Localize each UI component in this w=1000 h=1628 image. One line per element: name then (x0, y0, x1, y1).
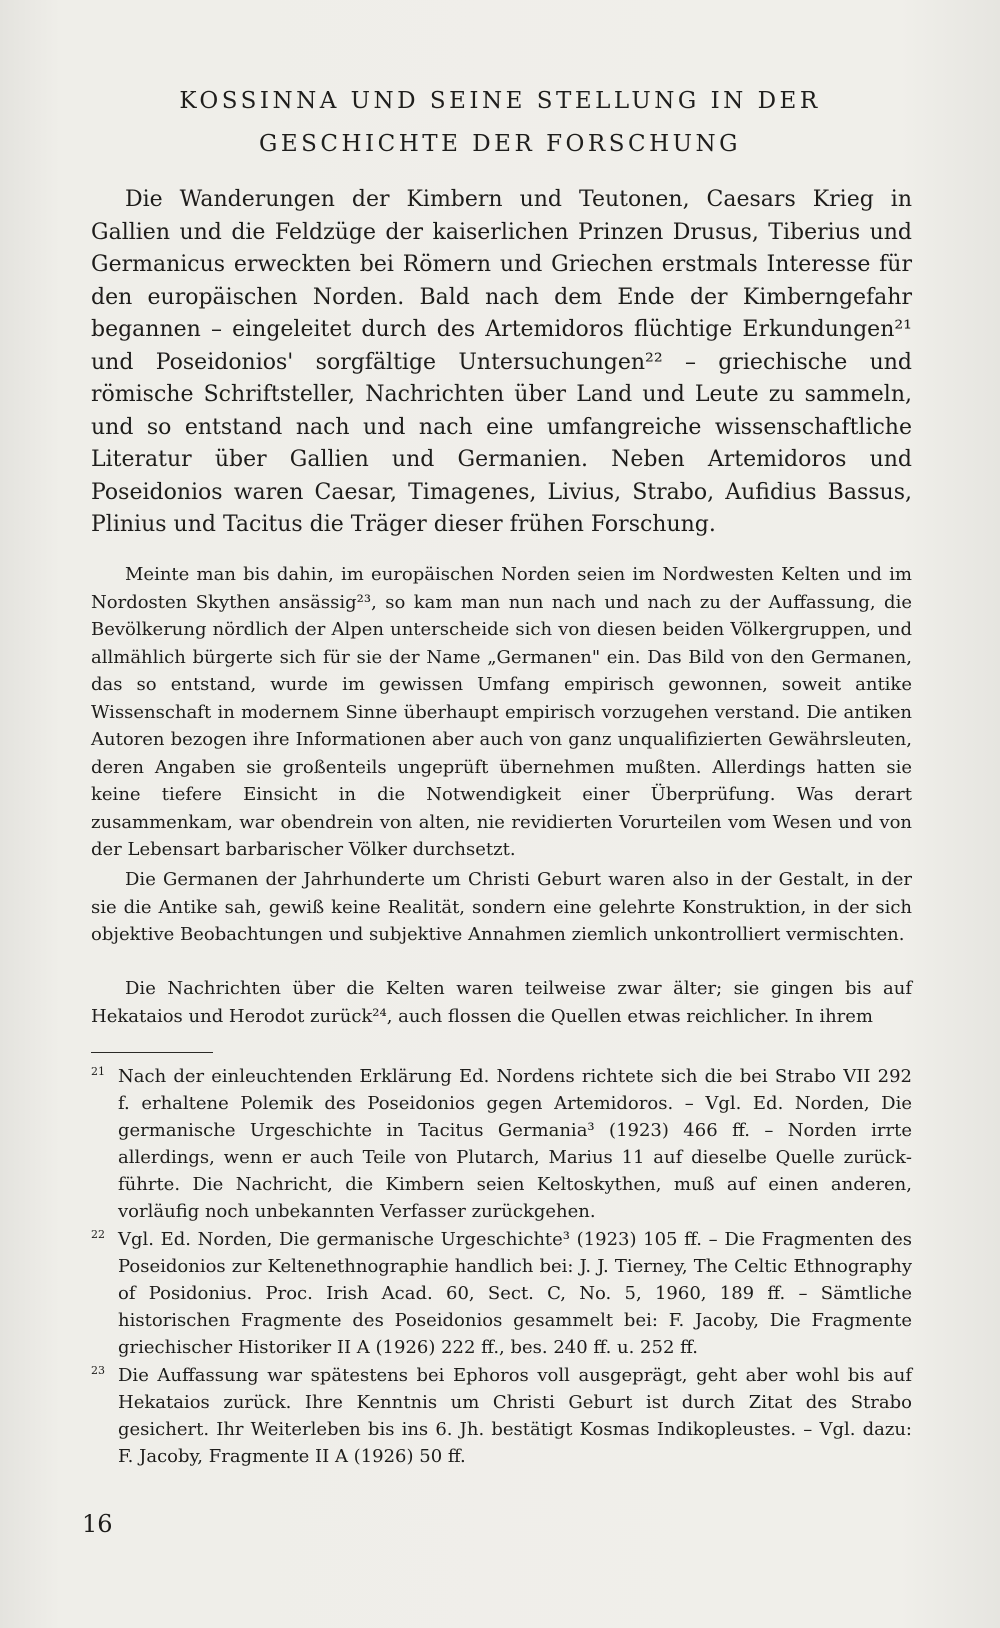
footnote-number: 22 (91, 1228, 105, 1241)
footnote-21 (91, 1063, 912, 1225)
paragraph-2: Meinte man bis dahin, im europäischen Norden seien im Nordwesten Kelten und im Nordosten Skythen ansässig²³, so kam man nun nach und nach zu der Auffassung, die Bevölkerung nördlich der Alpen unterscheide sich von diesen beiden Völkergruppen, und allmählich bürgerte sich für sie der Name „Germanen" ein. Das Bild von den Germanen, das so entstand, wurde im gewissen Umfang empirisch gewonnen, soweit antike Wissenschaft in modernem Sinne überhaupt empirisch vorzugehen verstand. Die antiken Autoren bezogen ihre Informationen aber auch von ganz unqualifizierten Gewährsleuten, deren Angaben sie großenteils ungeprüft übernehmen mußten. Allerdings hatten sie keine tiefere Einsicht in die Notwendigkeit einer Überprüfung. Was derart zusammenkam, war obendrein von alten, nie revidierten Vorurteilen vom Wesen und von der Lebensart barbarischer Völker durchsetzt. (91, 564, 912, 860)
paragraph-1: Die Wanderungen der Kimbern und Teutonen, Caesars Krieg in Gallien und die Feldzüge der kaiserlichen Prinzen Drusus, Tiberius und Germanicus erweckten bei Römern und Griechen erstmals Interesse für den europäischen Norden. Bald nach dem Ende der Kimberngefahr begannen – eingeleitet durch des Artemidoros flüchtige Erkundungen²¹ und Poseidonios' sorgfältige Untersuchungen²² – griechische und römische Schriftsteller, Nachrichten über Land und Leute zu sammeln, und so entstand nach und nach eine umfangreiche wissenschaftliche Literatur über Gallien und Germanien. Neben Artemidoros und Poseidonios waren Caesar, Timagenes, Livius, Strabo, Aufidius Bassus, Plinius und Tacitus die Träger dieser frühen Forschung. (91, 187, 912, 537)
running-header-line-1: KOSSINNA UND SEINE STELLUNG IN DER (179, 88, 821, 114)
footnote-number: 23 (91, 1364, 105, 1377)
paragraph-4: Die Nachrichten über die Kelten waren teilweise zwar älter; sie gingen bis auf Hekataios und Herodot zurück²⁴, auch flossen die Quellen etwas reichlicher. In ihrem (91, 978, 912, 1027)
footnote-text: Nach der einleuchtenden Erklärung Ed. Nordens richtete sich die bei Strabo VII 292 f. erhaltene Polemik des Poseidonios gegen Artemidoros. – Vgl. Ed. Norden, Die germanische Urgeschichte in Tacitus Germania³ (1923) 466 ff. – Norden irrte allerdings, wenn er auch Teile von Plutarch, Marius 11 auf dieselbe Quelle zurückführte. Die Nachricht, die Kimbern seien Keltoskythen, muß auf einen anderen, vorläufig noch unbekannten Verfasser zurückgehen. (118, 1066, 912, 1222)
footnote-22 (91, 1226, 912, 1361)
footnote-text: Die Auffassung war spätestens bei Ephoros voll ausgeprägt, geht aber wohl bis auf Hekataios zurück. Ihre Kenntnis um Christi Geburt ist durch Zitat des Strabo gesichert. Ihr Weiterleben bis ins 6. Jh. bestätigt Kosmas Indikopleustes. – Vgl. dazu: F. Jacoby, Fragmente II A (1926) 50 ff. (118, 1365, 912, 1467)
footnote-separator-rule (91, 1052, 213, 1053)
footnote-23 (91, 1362, 912, 1470)
footnote-text: Vgl. Ed. Norden, Die germanische Urgeschichte³ (1923) 105 ff. – Die Fragmenten des Poseidonios zur Keltenethnographie handlich bei: J. J. Tierney, The Celtic Ethnography of Posidonius. Proc. Irish Acad. 60, Sect. C, No. 5, 1960, 189 ff. – Sämtliche historischen Fragmente des Poseidonios gesammelt bei: F. Jacoby, Die Fragmente griechischer Historiker II A (1926) 222 ff., bes. 240 ff. u. 252 ff. (118, 1229, 912, 1358)
footnote-number: 21 (91, 1065, 105, 1078)
paragraph-3: Die Germanen der Jahrhunderte um Christi Geburt waren also in der Gestalt, in der sie die Antike sah, gewiß keine Realität, sondern eine gelehrte Konstruktion, in der sich objektive Beobachtungen und subjektive Annahmen ziemlich unkontrolliert vermischten. (91, 869, 912, 945)
running-header-line-2: GESCHICHTE DER FORSCHUNG (258, 131, 742, 157)
page-number: 16 (82, 1510, 113, 1538)
